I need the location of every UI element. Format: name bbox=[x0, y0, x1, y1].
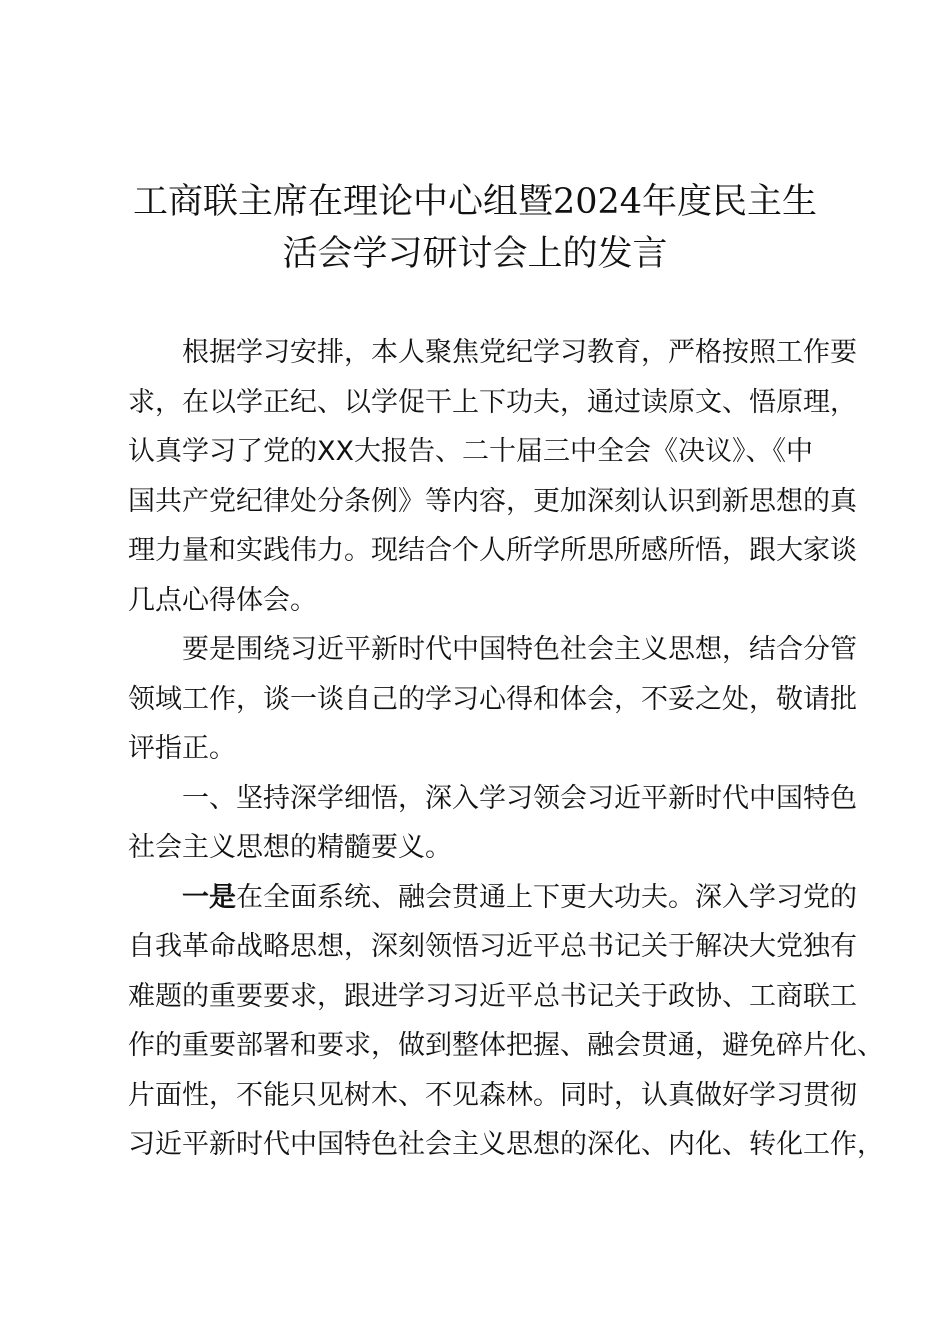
document-title bbox=[100, 176, 850, 280]
point-lead: 一是 bbox=[182, 881, 236, 913]
paragraph-point-one bbox=[128, 873, 884, 1170]
paragraph-line: 认真学习了党的XX大报告、二十届三中全会《决议》、《中 bbox=[128, 436, 813, 467]
heading-line: 社会主义思想的精髓要义。 bbox=[128, 832, 452, 863]
paragraph-line: 领域工作，谈一谈自己的学习心得和体会，不妥之处，敬请批 bbox=[128, 683, 857, 715]
paragraph-line: 求，在以学正纪、以学促干上下功夫，通过读原文、悟原理， bbox=[128, 386, 857, 418]
paragraph-line: 难题的重要要求，跟进学习习近平总书记关于政协、工商联工 bbox=[128, 980, 857, 1012]
paragraph-line bbox=[128, 873, 857, 923]
title-line: 工商联主席在理论中心组暨2024年度民主生 bbox=[132, 182, 818, 222]
paragraph-intro bbox=[128, 328, 857, 625]
section-heading-one bbox=[128, 774, 857, 873]
paragraph-line: 评指正。 bbox=[128, 733, 236, 764]
paragraph-line: 根据学习安排，本人聚焦党纪学习教育，严格按照工作要 bbox=[182, 337, 857, 368]
paragraph-line: 习近平新时代中国特色社会主义思想的深化、内化、转化工作， bbox=[128, 1129, 884, 1160]
heading-line: 一、坚持深学细悟，深入学习领会习近平新时代中国特色 bbox=[182, 782, 857, 814]
document-body bbox=[128, 328, 884, 1170]
point-text: 在全面系统、融会贯通上下更大功夫。深入学习党的 bbox=[236, 881, 857, 913]
paragraph-line: 理力量和实践伟力。现结合个人所学所思所感所悟，跟大家谈 bbox=[128, 535, 857, 566]
paragraph-line: 几点心得体会。 bbox=[128, 584, 317, 616]
paragraph-purpose bbox=[128, 625, 857, 774]
paragraph-line: 自我革命战略思想，深刻领悟习近平总书记关于解决大党独有 bbox=[128, 931, 857, 962]
title-line: 活会学习研讨会上的发言 bbox=[282, 234, 668, 274]
paragraph-line: 片面性，不能只见树木、不见森林。同时，认真做好学习贯彻 bbox=[128, 1079, 857, 1111]
paragraph-line: 要是围绕习近平新时代中国特色社会主义思想，结合分管 bbox=[182, 634, 857, 665]
paragraph-line: 作的重要部署和要求，做到整体把握、融会贯通，避免碎片化、 bbox=[128, 1030, 884, 1061]
paragraph-line: 国共产党纪律处分条例》等内容，更加深刻认识到新思想的真 bbox=[128, 485, 857, 517]
